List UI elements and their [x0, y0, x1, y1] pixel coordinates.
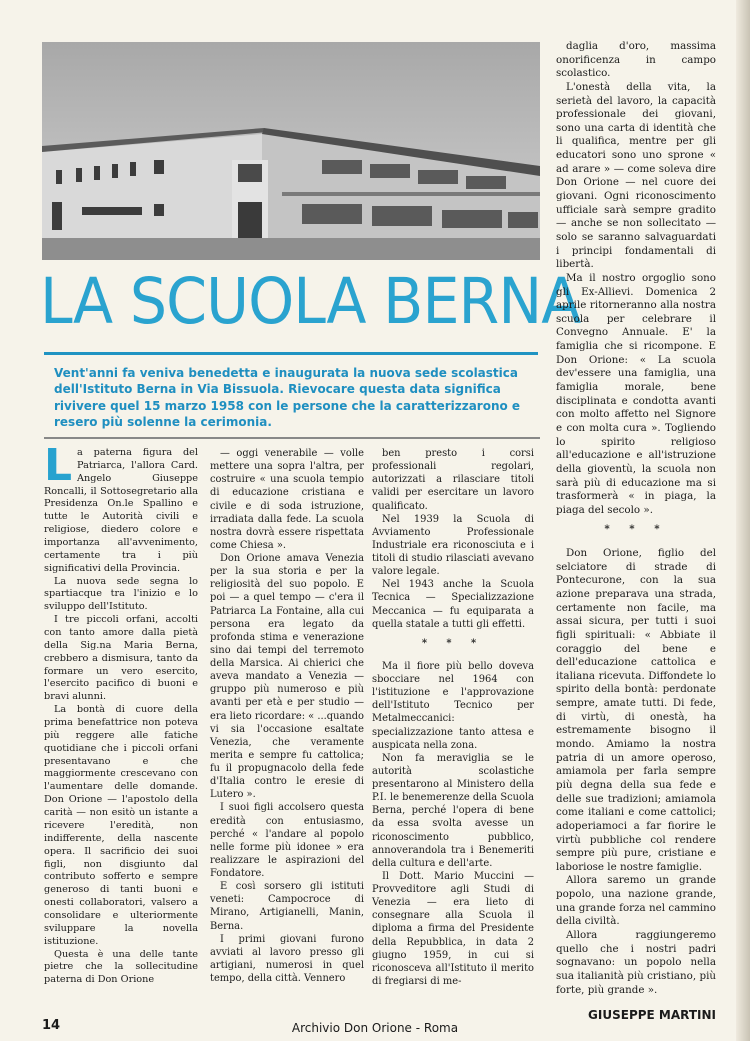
section-separator: * * * — [604, 523, 668, 536]
article-title: LA SCUOLA BERNA — [40, 265, 581, 338]
paragraph: I primi giovani furono avviati al lavoro presso gli artigiani, numerosi in quel tempo, della città. Vennero — [210, 933, 364, 984]
paragraph: Il Dott. Mario Muccini — Provveditore agli Studi di Venezia — era lieto di consegnare alla Scuola il diploma a firma del Presidente della Repubblica, in data 2 giugno 1959, in cui si riconosceva all'Istituto il merito di fregiarsi di me- — [372, 870, 534, 987]
paragraph: Allora raggiungeremo quello che i nostri padri sognavano: un popolo nella sua italianità più cristiano, più forte, più grande ». — [556, 929, 716, 996]
page-number: 14 — [42, 1018, 61, 1033]
author-signature: GIUSEPPE MARTINI — [588, 1008, 716, 1022]
page-binding-edge — [736, 0, 750, 1041]
paragraph: — oggi venerabile — volle mettere una sopra l'altra, per costruire « una scuola tempio di educazione cristiana e civile e di soda istruzione, irradiata dalla fede. La scuola nostra dovrà essere rispettata come Chiesa ». — [210, 448, 364, 551]
text-column-4 — [556, 40, 716, 1000]
intro-divider — [44, 437, 540, 439]
text-column-3 — [372, 447, 534, 987]
paragraph: ben presto i corsi professionali regolari, autorizzati a rilasciare titoli validi per esercitare un lavoro qualificato. — [372, 448, 534, 512]
paragraph: La bontà di cuore della prima benefattrice non poteva più reggere alle fatiche quotidiane che i piccoli orfani presentavano e che maggiormente crescevano con l'aumentare delle domande. Don Orione — l'apostolo della carità — non esitò un istante a ricevere l'eredità, non indifferente, della nascente opera. Il sacrificio dei suoi figli, non disgiunto dal contributo sofferto e sempre generoso di tanti buoni e onesti collaboratori, valsero a consolidare e ulteriormente sviluppare la novella istituzione. — [44, 704, 198, 947]
text-column-1 — [44, 440, 198, 987]
paragraph: Ma il fiore più bello doveva sbocciare nel 1964 con l'istituzione e l'approvazione dell'Istituto Tecnico per Metalmeccanici: specializzazione tanto attesa e auspicata nella zona. — [372, 660, 534, 751]
archive-footer: Archivio Don Orione - Roma — [291, 1021, 459, 1035]
paragraph: daglia d'oro, massima onorificenza in campo scolastico. — [556, 40, 716, 80]
paragraph: Ma il nostro orgoglio sono gli Ex-Allievi. Domenica 2 aprile ritorneranno alla nostra scuola per celebrare il Convegno Annuale. E' la famiglia che si ricompone. E Don Orione: « La scuola dev'essere una famiglia, una famiglia morale, bene disciplinata e condotta avanti con molto affetto nel Signore e con molta cura ». Togliendo lo spirito religioso all'educazione e all'istruzione della gioventù, la scuola non sarà più di educazione ma si trasformerà « in piaga, la piaga del secolo ». — [556, 271, 716, 516]
drop-cap: L — [44, 440, 73, 491]
paragraph: La nuova sede segna lo spartiacque tra l'inizio e lo sviluppo dell'Istituto. — [44, 575, 198, 613]
section-separator: * * * — [421, 637, 485, 649]
paragraph: L'onestà della vita, la serietà del lavoro, la capacità professionale dei giovani, sono una carta di identità che li qualifica, mentre per gli educatori sono uno sprone « ad arare » — come soleva dire Don Orione — nel cuore dei giovani. Ogni riconoscimento ufficiale sarà sempre gradito — anche se non sollecitato — solo se saranno salvaguardati i principi fondamentali di libertà. — [556, 80, 716, 271]
article-intro: Vent'anni fa veniva benedetta e inaugurata la nuova sede scolastica dell'Istituto Berna in Via Bissuola. Rievocare questa data significa rivivere quel 15 marzo 1958 con le persone che la caratterizzarono e resero più solenne la cerimonia. — [44, 352, 538, 435]
paragraph: I tre piccoli orfani, accolti con tanto amore dalla pietà della Sig.na Maria Berna, crebbero a dismisura, tanto da formare un vero esercito, l'esercito pacifico di buoni e bravi alunni. — [44, 614, 198, 703]
paragraph: Questa è una delle tante pietre che la sollecitudine paterna di Don Orione — [44, 948, 198, 986]
paragraph: Nel 1943 anche la Scuola Tecnica — Specializzazione Meccanica — fu equiparata a quella statale a tutti gli effetti. — [372, 579, 534, 630]
paragraph-text: a paterna figura del Patriarca, l'allora Card. Angelo Giuseppe Roncalli, il Sottosegretario alla Presidenza On.le Spallino e tutte le Autorità civili e religiose, diedero colore e importanza all'avvenimento, certamente tra i più significativi della Provincia. — [44, 447, 198, 574]
school-building-photo — [42, 42, 540, 260]
paragraph — [44, 440, 198, 576]
text-column-2 — [210, 447, 364, 987]
paragraph: Nel 1939 la Scuola di Avviamento Professionale Industriale era riconosciuta e i titoli di studio rilasciati avevano valore legale. — [372, 513, 534, 578]
paragraph: E così sorsero gli istituti veneti: Campocroce di Mirano, Artigianelli, Manin, Berna. — [210, 881, 364, 932]
paragraph: Allora saremo un grande popolo, una nazione grande, una grande forza nel cammino della civiltà. — [556, 874, 716, 928]
paragraph: I suoi figli accolsero questa eredità con entusiasmo, perché « l'andare al popolo nelle forme più idonee » era realizzare le aspirazioni del Fondatore. — [210, 802, 364, 879]
paragraph: Don Orione, figlio del selciatore di strade di Pontecurone, con la sua azione preparava una strada, certamente non facile, ma assai sicura, per tutti i suoi figli spirituali: « Abbiate il coraggio del bene e dell'educazione cattolica e italiana ricevuta. Diffondete lo spirito della bontà: perdonate sempre, amate tutti. Di fede, di virtù, di onestà, ha estremamente bisogno il mondo. Amiamo la nostra patria di un amore operoso, amiamola per farla sempre più degna della sua fede e delle sue tradizioni; amiamola come italiani e come cattolici; adoperiamoci a far fiorire le virtù pubbliche col rendere sempre più pure, cristiane e laboriose le nostre famiglie. — [556, 547, 716, 873]
building-illustration — [42, 42, 540, 260]
paragraph: Don Orione amava Venezia per la sua storia e per la religiosità del suo popolo. E poi — a quel tempo — c'era il Patriarca La Fontaine, alla cui persona era legato da profonda stima e venerazione sino dai tempi del terremoto della Marsica. Ai chierici che aveva mandato a Venezia — gruppo più numeroso e più avanti per età e per studio — era lieto ricordare: « ...quando vi sia l'occasione esaltate Venezia, che veramente merita e sempre fu cattolica; fu il propugnacolo della fede d'Italia contro le eresie di Lutero ». — [210, 553, 364, 801]
paragraph: Non fa meraviglia se le autorità scolastiche presentarono al Ministero della P.I. le benemerenze della Scuola Berna, perché l'opera di bene da essa svolta avesse un riconoscimento pubblico, annoverandola tra i Benemeriti della cultura e dell'arte. — [372, 752, 534, 869]
